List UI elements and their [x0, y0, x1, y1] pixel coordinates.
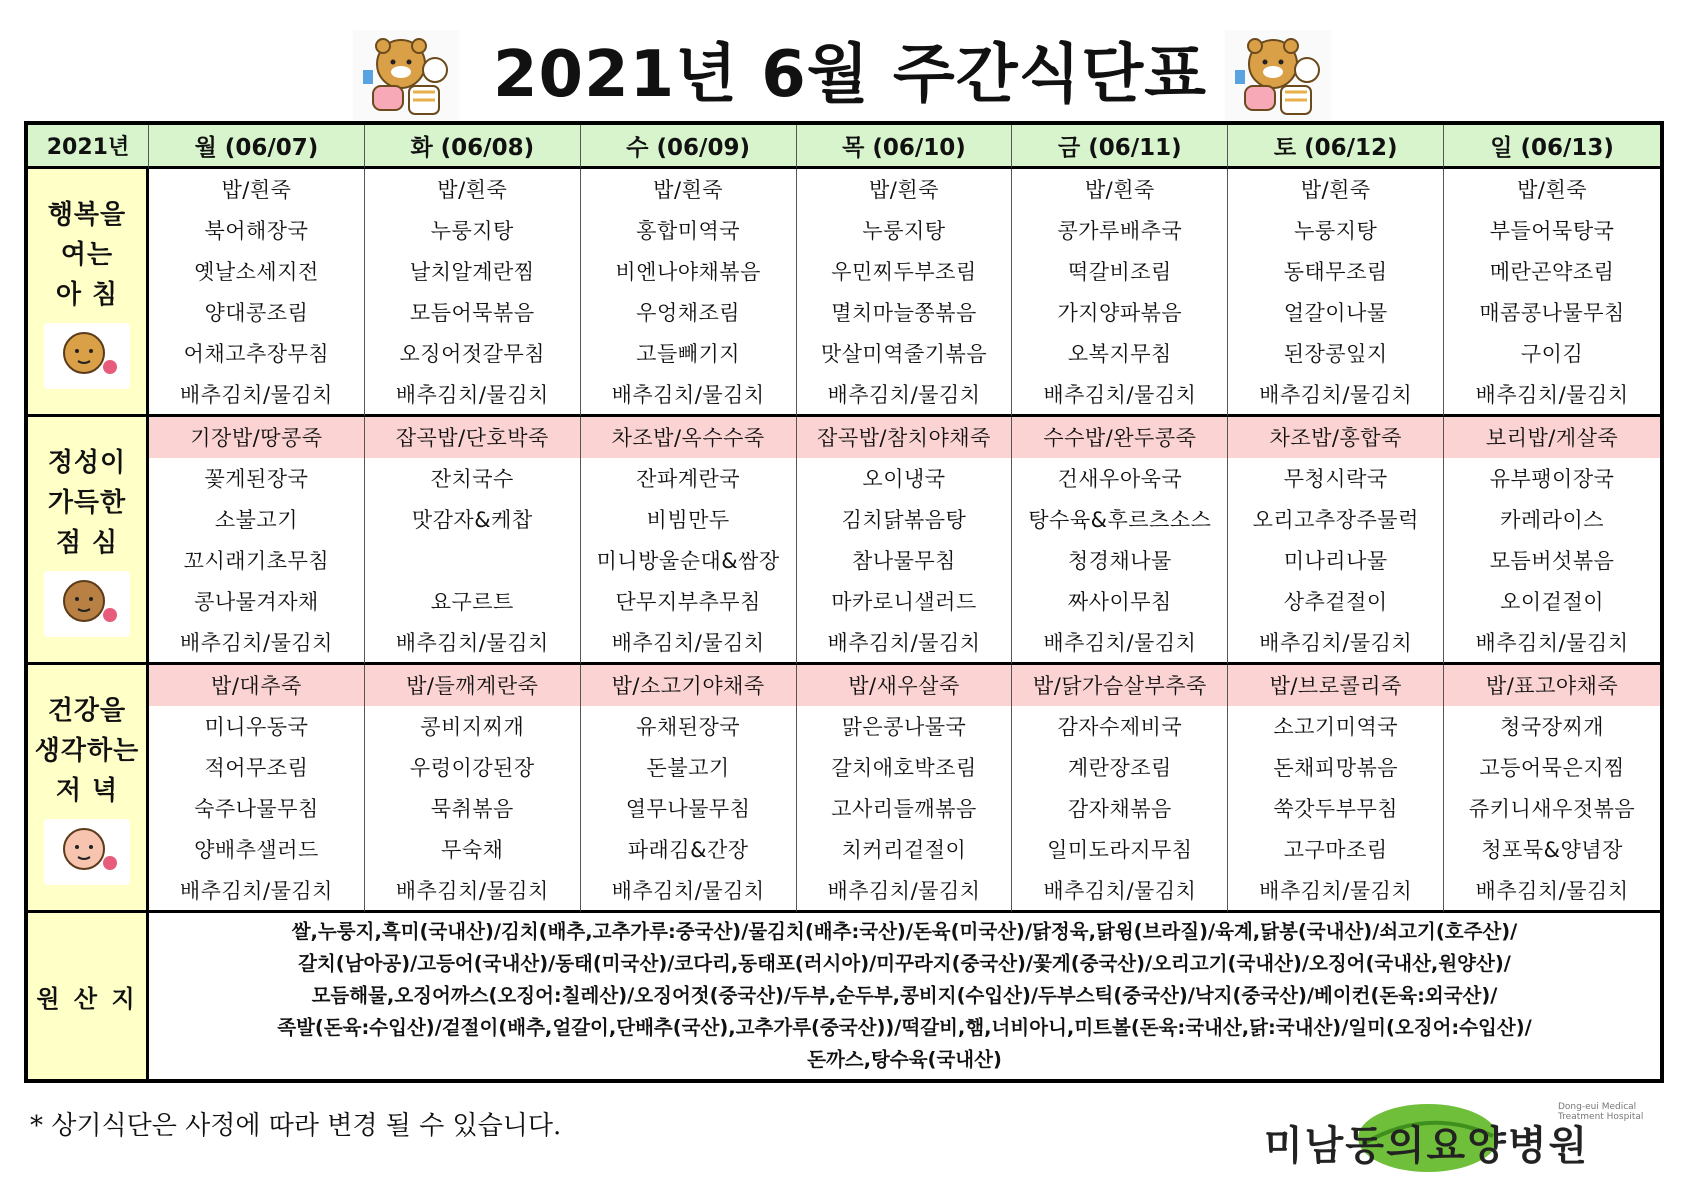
menu-item: 고등어묵은지찜: [1479, 756, 1625, 781]
menu-item: 밥/브로콜리죽: [1228, 665, 1443, 706]
header-day-sun: 일 (06/13): [1444, 125, 1660, 169]
meal-label-line: 가득한: [47, 487, 127, 518]
menu-item: 우엉채조림: [636, 300, 741, 325]
logo-text: 미남동의요양병원: [1264, 1122, 1590, 1169]
menu-item: 양대콩조림: [204, 300, 309, 325]
menu-cell-dinner-thu: [797, 665, 1013, 913]
menu-item: 배추김치/물김치: [179, 382, 333, 407]
menu-item: 밥/흰죽: [1517, 178, 1588, 203]
menu-item: 옛날소세지전: [194, 260, 319, 285]
mascot-left-icon: [353, 30, 459, 120]
mascot-right-icon: [1225, 30, 1331, 120]
origin-line: 돈까스,탕수육(국내산): [807, 1048, 1002, 1071]
menu-item: 청국장찌개: [1500, 715, 1605, 740]
menu-item: 차조밥/옥수수죽: [581, 417, 796, 458]
footnote: * 상기식단은 사정에 따라 변경 될 수 있습니다.: [30, 1111, 562, 1141]
menu-cell-breakfast-sun: [1444, 169, 1660, 417]
mascot-breakfast-icon: [44, 323, 130, 389]
origin-label: 원 산 지: [28, 913, 149, 1079]
meal-label-line: 여는: [60, 239, 114, 270]
menu-item: 적어무조림: [204, 756, 309, 781]
meal-label-line: 저 녁: [55, 775, 119, 806]
menu-item: 배추김치/물김치: [1043, 878, 1197, 903]
menu-item: 우렁이강된장: [409, 756, 535, 781]
meal-label-line: 생각하는: [34, 735, 140, 766]
menu-item: 콩비지찌개: [420, 715, 525, 740]
menu-cell-dinner-mon: [149, 665, 365, 913]
menu-item: 어채고추장무침: [183, 341, 330, 366]
menu-cell-lunch-mon: [149, 417, 365, 665]
menu-item: 부들어묵탕국: [1489, 219, 1615, 244]
menu-cell-breakfast-fri: [1012, 169, 1228, 417]
menu-item: 홍합미역국: [636, 219, 741, 244]
menu-cell-breakfast-sat: [1228, 169, 1444, 417]
menu-item: 미니우동국: [204, 715, 309, 740]
menu-cell-breakfast-thu: [797, 169, 1013, 417]
menu-item: 밥/표고야채죽: [1444, 665, 1660, 706]
menu-item: 양배추샐러드: [194, 837, 319, 862]
menu-item: 맛살미역줄기볶음: [820, 341, 988, 366]
menu-item: 배추김치/물김치: [395, 878, 549, 903]
menu-item: 멸치마늘쫑볶음: [831, 300, 977, 325]
menu-cell-lunch-thu: [797, 417, 1013, 665]
menu-item: 배추김치/물김치: [1259, 878, 1413, 903]
menu-item: 떡갈비조림: [1067, 260, 1172, 285]
menu-cell-breakfast-mon: [149, 169, 365, 417]
weekly-menu-table: [24, 121, 1664, 1083]
menu-item: 일미도라지무침: [1047, 837, 1193, 862]
menu-item: 고들빼기지: [636, 341, 741, 366]
menu-item: 비빔만두: [646, 508, 730, 533]
menu-item: 구이김: [1520, 341, 1584, 366]
menu-item: 얼갈이나물: [1283, 300, 1388, 325]
menu-item: 유부팽이장국: [1489, 467, 1615, 492]
menu-item: 배추김치/물김치: [1259, 630, 1413, 655]
menu-item: 배추김치/물김치: [179, 878, 333, 903]
menu-item: 배추김치/물김치: [827, 382, 981, 407]
menu-item: 파래김&간장: [627, 837, 749, 862]
menu-item: 꼬시래기초무침: [183, 548, 330, 573]
menu-item: 배추김치/물김치: [395, 382, 549, 407]
menu-cell-breakfast-wed: [581, 169, 797, 417]
menu-item: 매콤콩나물무침: [1479, 300, 1625, 325]
menu-item: 북어해장국: [204, 219, 309, 244]
meal-label-line: 정성이: [47, 447, 127, 478]
menu-item: 쥬키니새우젓볶음: [1468, 796, 1636, 821]
mascot-lunch-icon: [44, 571, 130, 637]
menu-item: 잔파계란국: [636, 467, 741, 492]
menu-item: 상추겉절이: [1283, 589, 1388, 614]
menu-item: 배추김치/물김치: [395, 630, 549, 655]
menu-item: 누룽지탕: [862, 219, 946, 244]
menu-item: 마카로니샐러드: [831, 589, 977, 614]
menu-item: 가지양파볶음: [1057, 300, 1183, 325]
menu-item: 무청시락국: [1283, 467, 1388, 492]
menu-item: 잔치국수: [430, 467, 514, 492]
header-day-fri: 금 (06/11): [1012, 125, 1228, 169]
menu-cell-lunch-tue: [365, 417, 581, 665]
meal-label-line: 건강을: [47, 695, 127, 726]
menu-item: 미나리나물: [1283, 548, 1388, 573]
menu-item: 배추김치/물김치: [611, 630, 765, 655]
menu-item: 탕수육&후르츠소스: [1028, 508, 1212, 533]
menu-item: 밥/들깨계란죽: [365, 665, 580, 706]
menu-item: 열무나물무침: [625, 796, 751, 821]
logo-subtext: [1558, 1102, 1643, 1122]
menu-item: 모듬어묵볶음: [409, 300, 535, 325]
menu-item: 배추김치/물김치: [1475, 878, 1629, 903]
header-day-mon: 월 (06/07): [149, 125, 365, 169]
menu-item: 밥/흰죽: [221, 178, 292, 203]
menu-item: 밥/소고기야채죽: [581, 665, 796, 706]
menu-item: [365, 539, 580, 580]
menu-item: 돈불고기: [646, 756, 730, 781]
menu-item: 콩가루배추국: [1057, 219, 1183, 244]
menu-item: 청포묵&양념장: [1481, 837, 1623, 862]
menu-cell-lunch-wed: [581, 417, 797, 665]
menu-item: 맑은콩나물국: [841, 715, 967, 740]
menu-item: 맛감자&케찹: [411, 508, 533, 533]
mascot-dinner-icon: [44, 819, 130, 885]
menu-item: 무숙채: [441, 837, 504, 862]
meal-label-line: 아 침: [55, 279, 119, 310]
menu-item: 모듬버섯볶음: [1489, 548, 1615, 573]
menu-item: 배추김치/물김치: [611, 878, 765, 903]
menu-item: 돈채피망볶음: [1273, 756, 1399, 781]
menu-item: 묵취볶음: [430, 796, 514, 821]
menu-item: 밥/흰죽: [653, 178, 724, 203]
origin-line: 쌀,누룽지,흑미(국내산)/김치(배추,고추가루:중국산)/물김치(배추:국산)/돈육(미국산)/닭정육,닭윙(브라질)/육계,닭봉(국내산)/쇠고기(호주산)/: [291, 920, 1518, 943]
menu-item: 소고기미역국: [1273, 715, 1399, 740]
menu-item: 고사리들깨볶음: [831, 796, 977, 821]
menu-item: 감자채볶음: [1067, 796, 1172, 821]
menu-item: 밥/대추죽: [149, 665, 364, 706]
menu-item: 배추김치/물김치: [1043, 630, 1197, 655]
menu-item: 배추김치/물김치: [611, 382, 765, 407]
menu-item: 김치닭볶음탕: [841, 508, 967, 533]
menu-item: 오이냉국: [862, 467, 946, 492]
menu-item: 수수밥/완두콩죽: [1012, 417, 1227, 458]
menu-item: 밥/흰죽: [437, 178, 508, 203]
menu-item: 배추김치/물김치: [1259, 382, 1413, 407]
menu-cell-dinner-fri: [1012, 665, 1228, 913]
menu-item: 배추김치/물김치: [1475, 382, 1629, 407]
menu-item: 된장콩잎지: [1283, 341, 1388, 366]
menu-item: 오리고추장주물럭: [1252, 508, 1419, 533]
logo-subtext-line: Treatment Hospital: [1558, 1112, 1644, 1122]
menu-item: 치커리겉절이: [841, 837, 967, 862]
menu-item: 건새우아욱국: [1057, 467, 1183, 492]
origin-line: 갈치(남아공)/고등어(국내산)/동태(미국산)/코다리,동태포(러시아)/미꾸라지(중국산)/꽃게(중국산)/오리고기(국내산)/오징어(국내산,원양산)/: [298, 952, 1511, 975]
page-title: 2021년 6월 주간식단표: [493, 38, 1207, 112]
header-day-sat: 토 (06/12): [1228, 125, 1444, 169]
menu-item: 요구르트: [430, 589, 514, 614]
meal-label-dinner: [28, 665, 149, 913]
menu-item: 밥/흰죽: [1084, 178, 1155, 203]
menu-item: 유채된장국: [636, 715, 741, 740]
menu-item: 쑥갓두부무침: [1273, 796, 1399, 821]
meal-label-line: 점 심: [55, 527, 119, 558]
menu-item: 차조밥/홍합죽: [1228, 417, 1443, 458]
menu-item: 청경채나물: [1067, 548, 1172, 573]
menu-item: 콩나물겨자채: [194, 589, 319, 614]
header-day-wed: 수 (06/09): [581, 125, 797, 169]
menu-cell-dinner-sat: [1228, 665, 1444, 913]
menu-cell-lunch-sun: [1444, 417, 1660, 665]
menu-item: 짜사이무침: [1067, 589, 1172, 614]
menu-item: 누룽지탕: [430, 219, 514, 244]
header-year: 2021년: [28, 125, 149, 169]
menu-item: 비엔나야채볶음: [615, 260, 761, 285]
menu-cell-lunch-sat: [1228, 417, 1444, 665]
menu-item: 기장밥/땅콩죽: [149, 417, 364, 458]
menu-item: 잡곡밥/단호박죽: [365, 417, 580, 458]
menu-item: 카레라이스: [1500, 508, 1605, 533]
menu-item: 오징어젓갈무침: [399, 341, 546, 366]
menu-item: 보리밥/게살죽: [1444, 417, 1660, 458]
menu-item: 밥/닭가슴살부추죽: [1012, 665, 1227, 706]
menu-item: 배추김치/물김치: [179, 630, 333, 655]
header-day-tue: 화 (06/08): [365, 125, 581, 169]
logo-subtext-line: Dong-eui Medical: [1558, 1102, 1637, 1112]
menu-cell-lunch-fri: [1012, 417, 1228, 665]
menu-cell-dinner-tue: [365, 665, 581, 913]
meal-label-lunch: [28, 417, 149, 665]
hospital-logo: [1258, 1090, 1663, 1190]
origin-line: 족발(돈육:수입산)/겉절이(배추,얼갈이,단배추(국산),고추가루(중국산))/떡갈비,햄,너비아니,미트볼(돈육:국내산,닭:국내산)/일미(오징어:수입산)/: [277, 1016, 1532, 1039]
menu-item: 오복지무침: [1067, 341, 1172, 366]
meal-label-breakfast: [28, 169, 149, 417]
title-area: [0, 24, 1691, 124]
menu-item: 메란곤약조림: [1489, 260, 1615, 285]
menu-item: 배추김치/물김치: [827, 630, 981, 655]
menu-cell-dinner-sun: [1444, 665, 1660, 913]
menu-item: 밥/흰죽: [1300, 178, 1371, 203]
menu-cell-breakfast-tue: [365, 169, 581, 417]
menu-item: 단무지부추무침: [615, 589, 761, 614]
menu-item: 숙주나물무침: [194, 796, 319, 821]
menu-item: 배추김치/물김치: [827, 878, 981, 903]
menu-item: 날치알계란찜: [409, 260, 535, 285]
menu-item: 참나물무침: [852, 548, 956, 573]
menu-item: 꽃게된장국: [204, 467, 309, 492]
menu-item: 소불고기: [214, 508, 298, 533]
meal-label-line: 행복을: [47, 199, 127, 230]
menu-item: 갈치애호박조림: [831, 756, 977, 781]
header-day-thu: 목 (06/10): [797, 125, 1013, 169]
origin-text: [149, 913, 1660, 1079]
menu-cell-dinner-wed: [581, 665, 797, 913]
menu-item: 누룽지탕: [1294, 219, 1378, 244]
menu-item: 배추김치/물김치: [1043, 382, 1197, 407]
menu-item: 우민찌두부조림: [831, 260, 977, 285]
menu-grid: [28, 125, 1660, 1079]
menu-item: 계란장조림: [1067, 756, 1172, 781]
menu-item: 감자수제비국: [1057, 715, 1183, 740]
menu-item: 배추김치/물김치: [1475, 630, 1629, 655]
origin-line: 모듬해물,오징어까스(오징어:칠레산)/오징어젓(중국산)/두부,순두부,콩비지(수입산)/두부스틱(중국산)/낙지(중국산)/베이컨(돈육:외국산)/: [311, 984, 1498, 1007]
menu-item: 밥/흰죽: [869, 178, 939, 203]
menu-item: 동태무조림: [1283, 260, 1388, 285]
menu-item: 오이겉절이: [1500, 589, 1605, 614]
menu-item: 미니방울순대&쌈장: [596, 548, 780, 573]
menu-item: 밥/새우살죽: [797, 665, 1012, 706]
menu-item: 고구마조림: [1283, 837, 1388, 862]
menu-item: 잡곡밥/참치야채죽: [797, 417, 1012, 458]
